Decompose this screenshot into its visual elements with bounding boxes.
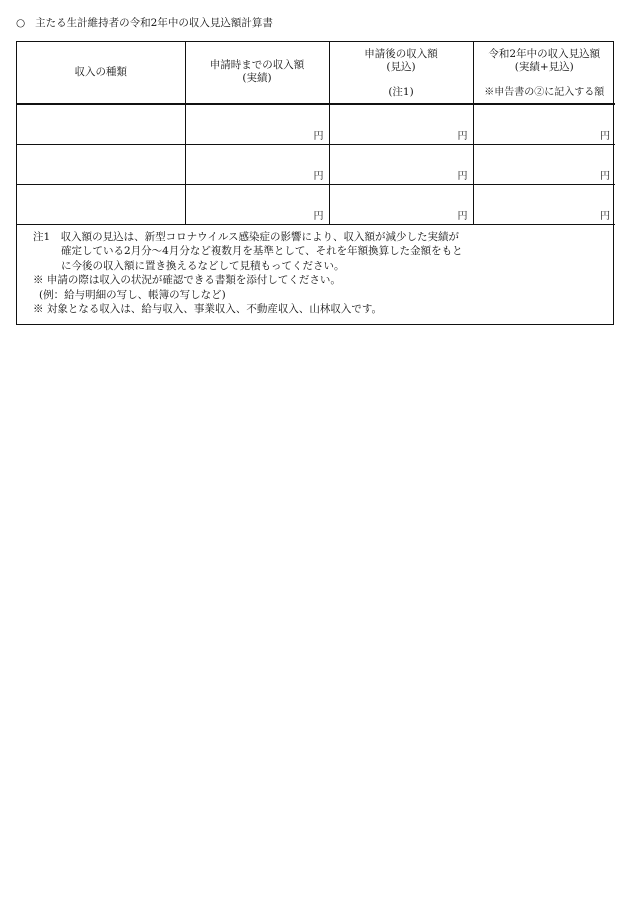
note1-line2: 確定している2月分～4月分など複数月を基準として、それを年額換算した金額をもと — [61, 245, 463, 258]
document-title — [16, 16, 273, 30]
note3: ※ 対象となる収入は、給与収入、事業収入、不動産収入、山林収入です。 — [33, 303, 382, 316]
note1-line1: 注1 収入額の見込は、新型コロナウイルス感染症の影響により、収入額が減少した実績が — [33, 231, 460, 243]
income-table — [17, 42, 615, 225]
actual-amount-cell[interactable] — [185, 145, 329, 185]
income-type-cell[interactable] — [17, 185, 185, 225]
estimated-amount-cell[interactable] — [329, 104, 473, 145]
yen-unit: 円 — [600, 171, 610, 182]
yen-unit: 円 — [313, 211, 324, 222]
actual-amount-cell[interactable] — [185, 185, 329, 225]
table-header-row — [17, 42, 615, 104]
header-estimated-line2: (見込) — [386, 61, 416, 73]
header-annual-estimate — [473, 42, 615, 104]
calculation-form — [16, 41, 614, 325]
header-annual-line2: (実績+見込) — [514, 61, 574, 73]
header-annual-note: ※申告書の②に記入する額 — [484, 87, 605, 98]
actual-amount-cell[interactable] — [185, 104, 329, 145]
header-annual-line1: 令和2年中の収入見込額 — [488, 48, 601, 60]
yen-unit: 円 — [457, 211, 468, 222]
header-actual-income — [185, 42, 329, 104]
notes-section — [33, 230, 463, 316]
yen-unit: 円 — [313, 171, 324, 182]
estimated-amount-cell[interactable] — [329, 185, 473, 225]
header-actual-line2: (実績) — [242, 72, 272, 84]
estimated-amount-cell[interactable] — [329, 145, 473, 185]
note2-line2: (例：給与明細の写し、帳簿の写しなど) — [39, 288, 226, 301]
yen-unit: 円 — [313, 131, 324, 142]
yen-unit: 円 — [600, 131, 610, 142]
income-type-cell[interactable] — [17, 104, 185, 145]
header-estimated-income — [329, 42, 473, 104]
title-text: 主たる生計維持者の令和2年中の収入見込額計算書 — [35, 17, 273, 29]
note2-line1: ※ 申請の際は収入の状況が確認できる書類を添付してください。 — [33, 274, 341, 287]
header-income-type: 収入の種類 — [17, 42, 185, 104]
header-actual-line1: 申請時までの収入額 — [209, 59, 305, 71]
note1-line3: に今後の収入額に置き換えるなどして見積もってください。 — [61, 259, 345, 272]
header-estimated-line1: 申請後の収入額 — [364, 48, 438, 60]
circle-bullet-icon: ○ — [16, 17, 26, 29]
yen-unit: 円 — [457, 131, 468, 142]
yen-unit: 円 — [600, 211, 610, 222]
annual-amount-cell[interactable] — [473, 185, 615, 225]
table-row — [17, 145, 615, 185]
table-row — [17, 185, 615, 225]
annual-amount-cell[interactable] — [473, 104, 615, 145]
header-estimated-note: (注1) — [388, 86, 414, 98]
annual-amount-cell[interactable] — [473, 145, 615, 185]
income-type-cell[interactable] — [17, 145, 185, 185]
table-row — [17, 104, 615, 145]
yen-unit: 円 — [457, 171, 468, 182]
